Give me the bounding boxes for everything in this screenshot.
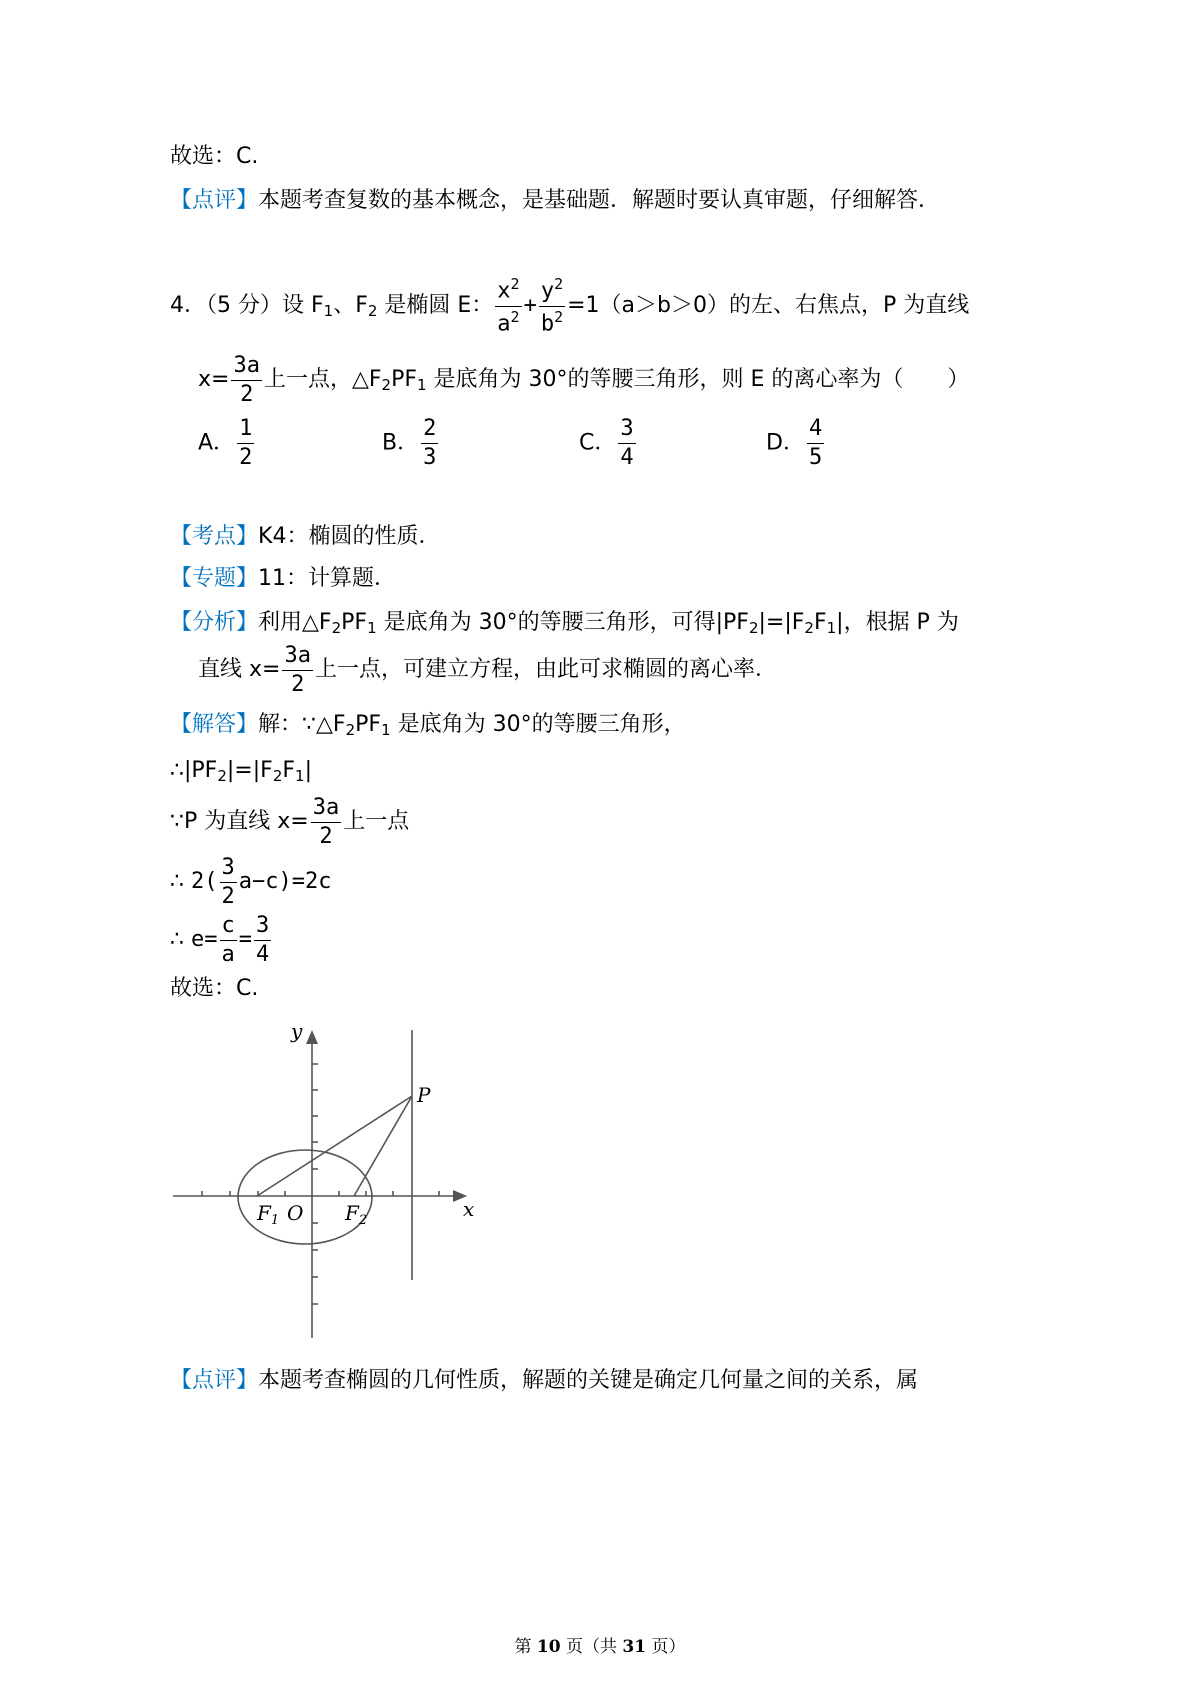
jieda-line-5: ∴ e= $\frac{c}{a}$ = $\frac{3}{4}$ — [170, 912, 270, 967]
fenxi-tag: 【分析】 — [170, 610, 259, 635]
fraction-3a-over-2: $\frac{3a}{2}$ — [284, 642, 311, 697]
jieda-line-3: ∵P 为直线 x= $\frac{3a}{2}$ 上一点 — [170, 794, 410, 849]
dianping-tag: 【点评】 — [170, 1368, 259, 1393]
question-4-line-1: 4．（5 分）设 $F_1$、$F_2$ 是椭圆 E： $\frac{x^2}{a^2}$ + $\frac{y^2}{b^2}$ =1（a＞b＞0）的左、右焦点，P 为直线 — [170, 275, 970, 336]
point-p-label: P — [417, 1083, 431, 1107]
option-d: D． $\frac{4}{5}$ — [766, 416, 823, 470]
comment-line: 【点评】本题考查复数的基本概念，是基础题．解题时要认真审题，仔细解答． — [170, 188, 941, 213]
f1-label: $F_1$ — [257, 1201, 280, 1228]
fraction-3a-over-2: $\frac{3a}{2}$ — [233, 352, 260, 407]
kaodian-tag: 【考点】 — [170, 524, 259, 549]
fenxi-line-1: 【分析】利用$\triangle F_2PF_1$ 是底角为 30°的等腰三角形，可得$|PF_2|=|F_2F_1|$，根据 P 为 — [170, 610, 959, 637]
fraction-3-over-2: $\frac{3}{2}$ — [221, 854, 235, 909]
fraction-y2-b2: $\frac{y^2}{b^2}$ — [540, 275, 564, 336]
option-b-fraction: $\frac{2}{3}$ — [423, 416, 437, 470]
zhuanti-tag: 【专题】 — [170, 566, 259, 591]
answer-line: 故选：C. — [170, 144, 259, 169]
origin-label: O — [287, 1201, 304, 1225]
option-d-fraction: $\frac{4}{5}$ — [808, 416, 823, 470]
question-4-line-2: x= $\frac{3a}{2}$ 上一点，$\triangle F_2PF_1$ 是底角为 30°的等腰三角形，则 E 的离心率为（ ） — [198, 352, 970, 407]
f2-label: $F_2$ — [345, 1201, 368, 1228]
page-footer: 第 10 页（共 31 页） — [514, 1637, 686, 1657]
segment-f2-p — [354, 1096, 412, 1196]
option-c-fraction: $\frac{3}{4}$ — [620, 416, 634, 470]
fraction-x2-a2: $\frac{x^2}{a^2}$ — [497, 275, 520, 336]
ellipse-figure — [165, 1020, 495, 1350]
kaodian-line: 【考点】K4：椭圆的性质． — [170, 524, 441, 549]
y-axis-label: y — [291, 1020, 303, 1043]
jieda-line-4: ∴ 2( $\frac{3}{2}$ a−c)=2c — [170, 854, 332, 909]
fenxi-line-2: 直线 x= $\frac{3a}{2}$ 上一点，可建立方程，由此可求椭圆的离心率． — [198, 642, 777, 697]
jieda-tag: 【解答】 — [170, 712, 259, 737]
figure-geometry — [173, 1030, 467, 1338]
segment-f1-p — [257, 1096, 412, 1196]
option-c: C． $\frac{3}{4}$ — [579, 416, 634, 470]
jieda-answer-line: 故选：C. — [170, 976, 259, 1001]
x-axis-label: x — [463, 1197, 475, 1221]
fraction-3a-over-2: $\frac{3a}{2}$ — [312, 794, 340, 849]
option-a: A． $\frac{1}{2}$ — [198, 416, 253, 470]
y-ticks — [312, 1064, 318, 1304]
option-b: B． $\frac{2}{3}$ — [382, 416, 437, 470]
fraction-c-over-a: $\frac{c}{a}$ — [221, 912, 235, 967]
jieda-line-2: $\therefore|PF_2|=|F_2F_1|$ — [170, 758, 312, 785]
zhuanti-line: 【专题】11：计算题． — [170, 566, 397, 591]
page-number: 10 — [536, 1637, 561, 1657]
page-total: 31 — [622, 1637, 647, 1657]
option-a-fraction: $\frac{1}{2}$ — [239, 416, 253, 470]
fraction-3-over-4: $\frac{3}{4}$ — [256, 912, 270, 967]
y-axis-arrow — [306, 1030, 318, 1044]
jieda-line-1: 【解答】解：$\because\triangle F_2PF_1$ 是底角为 30°的等腰三角形， — [170, 712, 686, 739]
comment-tag: 【点评】 — [170, 188, 259, 213]
dianping-line: 【点评】本题考查椭圆的几何性质，解题的关键是确定几何量之间的关系，属 — [170, 1368, 919, 1393]
